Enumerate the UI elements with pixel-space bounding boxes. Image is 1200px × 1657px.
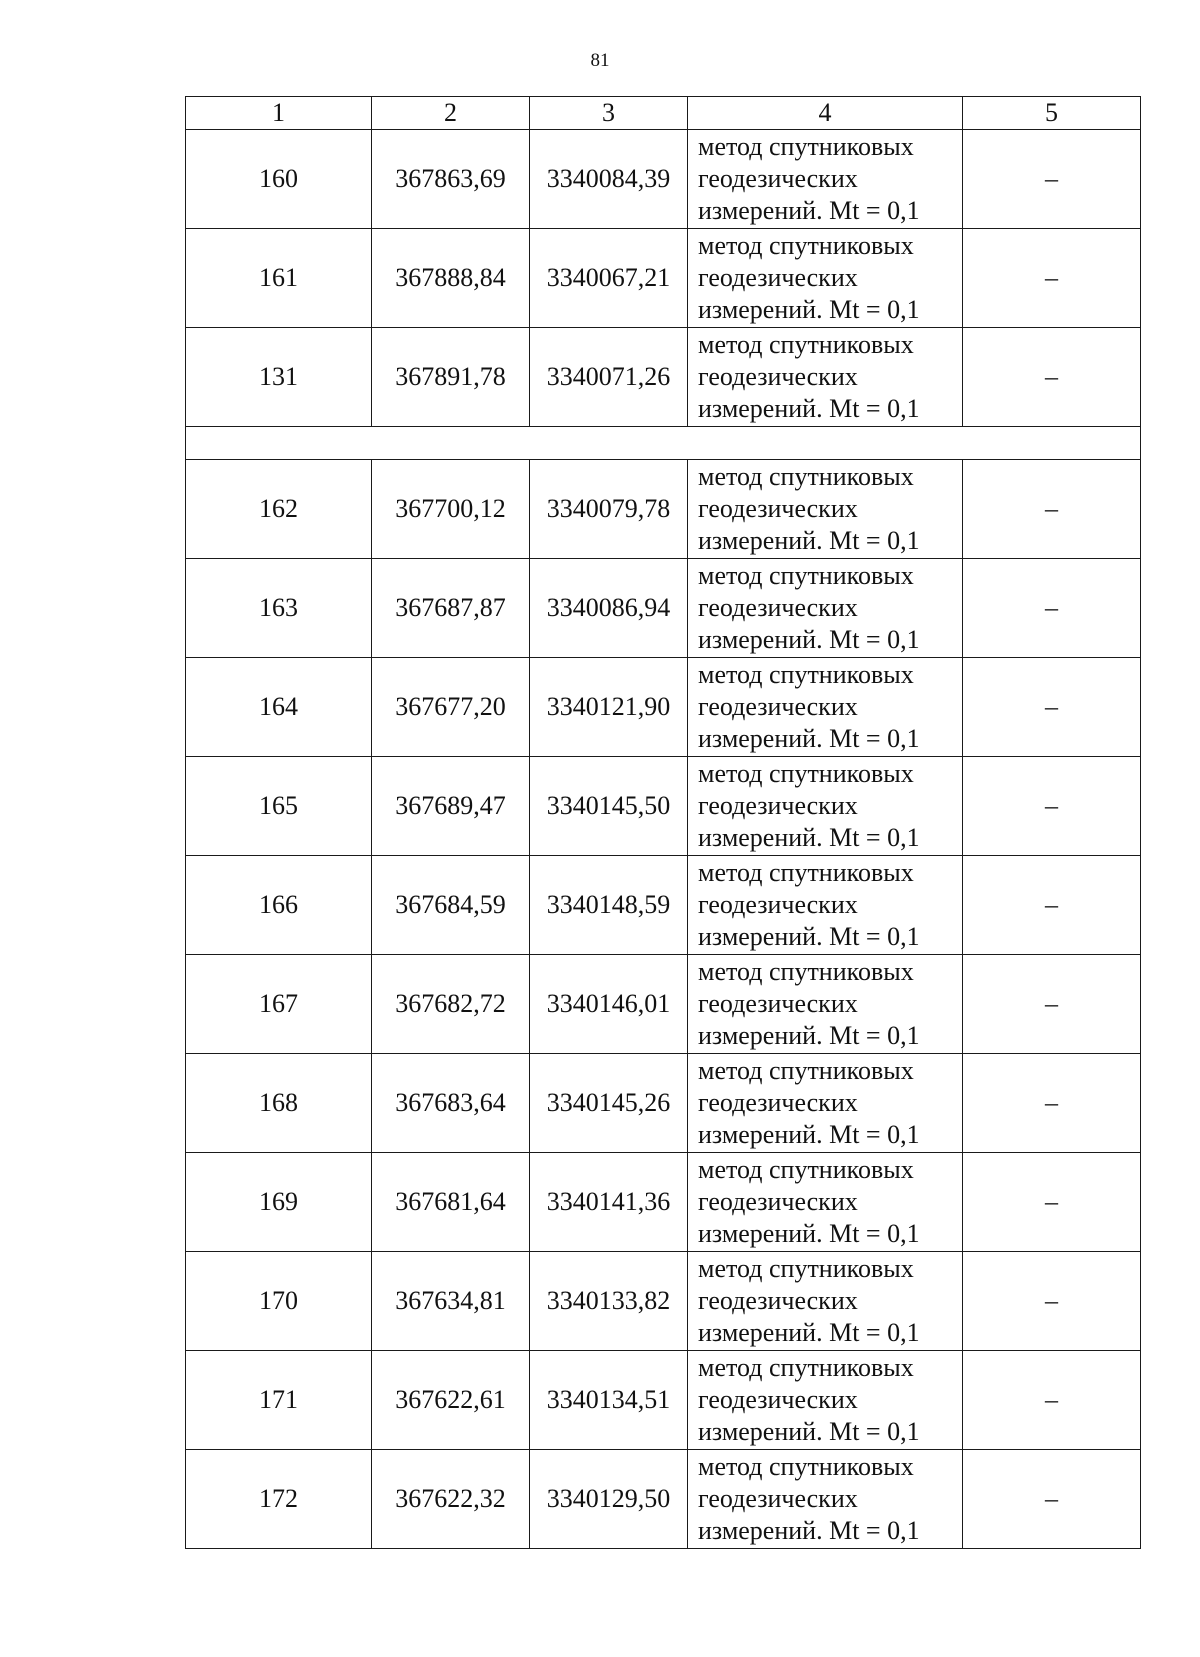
- column-header-2: 2: [372, 97, 530, 130]
- y-coordinate-cell: 3340145,26: [530, 1054, 688, 1153]
- method-text-line3: измерений. Mt = 0,1: [698, 295, 920, 324]
- method-text-line3: измерений. Mt = 0,1: [698, 625, 920, 654]
- note-cell: –: [963, 328, 1141, 427]
- method-text-line2: геодезических: [698, 791, 858, 820]
- group-separator-row: [186, 427, 1141, 460]
- note-cell: –: [963, 1450, 1141, 1549]
- note-cell: –: [963, 1054, 1141, 1153]
- method-text-line1: метод спутниковых: [698, 132, 914, 161]
- table-row: [186, 130, 1141, 229]
- point-number-cell: 167: [186, 955, 372, 1054]
- note-cell: –: [963, 955, 1141, 1054]
- table-row: [186, 658, 1141, 757]
- y-coordinate-cell: 3340145,50: [530, 757, 688, 856]
- note-cell: –: [963, 856, 1141, 955]
- table-row: [186, 955, 1141, 1054]
- y-coordinate-cell: 3340071,26: [530, 328, 688, 427]
- point-number-cell: 165: [186, 757, 372, 856]
- point-number-cell: 160: [186, 130, 372, 229]
- note-cell: –: [963, 559, 1141, 658]
- method-text-line2: геодезических: [698, 494, 858, 523]
- y-coordinate-cell: 3340133,82: [530, 1252, 688, 1351]
- x-coordinate-cell: 367622,32: [372, 1450, 530, 1549]
- method-text-line3: измерений. Mt = 0,1: [698, 196, 920, 225]
- method-cell: [688, 658, 963, 757]
- method-text-line2: геодезических: [698, 1088, 858, 1117]
- point-number-cell: 162: [186, 460, 372, 559]
- x-coordinate-cell: 367891,78: [372, 328, 530, 427]
- method-cell: [688, 130, 963, 229]
- point-number-cell: 168: [186, 1054, 372, 1153]
- y-coordinate-cell: 3340134,51: [530, 1351, 688, 1450]
- method-text-line2: геодезических: [698, 164, 858, 193]
- x-coordinate-cell: 367687,87: [372, 559, 530, 658]
- point-number-cell: 171: [186, 1351, 372, 1450]
- table-row: [186, 856, 1141, 955]
- method-text-line3: измерений. Mt = 0,1: [698, 1120, 920, 1149]
- x-coordinate-cell: 367689,47: [372, 757, 530, 856]
- method-text-line3: измерений. Mt = 0,1: [698, 1318, 920, 1347]
- method-cell: [688, 229, 963, 328]
- point-number-cell: 131: [186, 328, 372, 427]
- page-number: 81: [590, 50, 610, 71]
- note-cell: –: [963, 229, 1141, 328]
- method-text-line3: измерений. Mt = 0,1: [698, 1021, 920, 1050]
- method-text-line1: метод спутниковых: [698, 759, 914, 788]
- point-number-cell: 164: [186, 658, 372, 757]
- method-text-line1: метод спутниковых: [698, 561, 914, 590]
- method-cell: [688, 1450, 963, 1549]
- method-text-line2: геодезических: [698, 692, 858, 721]
- point-number-cell: 172: [186, 1450, 372, 1549]
- table-body: [186, 130, 1141, 1549]
- method-cell: [688, 1153, 963, 1252]
- x-coordinate-cell: 367700,12: [372, 460, 530, 559]
- method-text-line2: геодезических: [698, 593, 858, 622]
- method-cell: [688, 955, 963, 1054]
- y-coordinate-cell: 3340148,59: [530, 856, 688, 955]
- table-row: [186, 229, 1141, 328]
- table-row: [186, 1450, 1141, 1549]
- note-cell: –: [963, 1351, 1141, 1450]
- method-cell: [688, 1252, 963, 1351]
- table-row: [186, 1054, 1141, 1153]
- table-row: [186, 460, 1141, 559]
- method-text-line3: измерений. Mt = 0,1: [698, 922, 920, 951]
- point-number-cell: 169: [186, 1153, 372, 1252]
- note-cell: –: [963, 460, 1141, 559]
- table-row: [186, 757, 1141, 856]
- method-text-line1: метод спутниковых: [698, 1155, 914, 1184]
- method-text-line1: метод спутниковых: [698, 462, 914, 491]
- table-row: [186, 1351, 1141, 1450]
- method-text-line2: геодезических: [698, 1484, 858, 1513]
- y-coordinate-cell: 3340121,90: [530, 658, 688, 757]
- x-coordinate-cell: 367684,59: [372, 856, 530, 955]
- y-coordinate-cell: 3340086,94: [530, 559, 688, 658]
- y-coordinate-cell: 3340084,39: [530, 130, 688, 229]
- method-cell: [688, 460, 963, 559]
- method-cell: [688, 856, 963, 955]
- y-coordinate-cell: 3340146,01: [530, 955, 688, 1054]
- method-text-line1: метод спутниковых: [698, 1452, 914, 1481]
- x-coordinate-cell: 367863,69: [372, 130, 530, 229]
- note-cell: –: [963, 757, 1141, 856]
- method-cell: [688, 328, 963, 427]
- note-cell: –: [963, 658, 1141, 757]
- x-coordinate-cell: 367677,20: [372, 658, 530, 757]
- y-coordinate-cell: 3340067,21: [530, 229, 688, 328]
- method-text-line1: метод спутниковых: [698, 330, 914, 359]
- table-row: [186, 328, 1141, 427]
- method-text-line1: метод спутниковых: [698, 660, 914, 689]
- method-text-line1: метод спутниковых: [698, 231, 914, 260]
- note-cell: –: [963, 130, 1141, 229]
- method-cell: [688, 1054, 963, 1153]
- x-coordinate-cell: 367681,64: [372, 1153, 530, 1252]
- x-coordinate-cell: 367683,64: [372, 1054, 530, 1153]
- column-header-4: 4: [688, 97, 963, 130]
- method-text-line2: геодезических: [698, 1187, 858, 1216]
- y-coordinate-cell: 3340129,50: [530, 1450, 688, 1549]
- point-number-cell: 161: [186, 229, 372, 328]
- method-text-line3: измерений. Mt = 0,1: [698, 1417, 920, 1446]
- method-text-line1: метод спутниковых: [698, 1254, 914, 1283]
- y-coordinate-cell: 3340141,36: [530, 1153, 688, 1252]
- note-cell: –: [963, 1252, 1141, 1351]
- method-text-line2: геодезических: [698, 890, 858, 919]
- table-row: [186, 1153, 1141, 1252]
- x-coordinate-cell: 367622,61: [372, 1351, 530, 1450]
- x-coordinate-cell: 367634,81: [372, 1252, 530, 1351]
- method-text-line2: геодезических: [698, 1286, 858, 1315]
- method-text-line3: измерений. Mt = 0,1: [698, 823, 920, 852]
- column-header-5: 5: [963, 97, 1141, 130]
- y-coordinate-cell: 3340079,78: [530, 460, 688, 559]
- method-text-line2: геодезических: [698, 362, 858, 391]
- point-number-cell: 163: [186, 559, 372, 658]
- group-separator-cell: [186, 427, 1141, 460]
- method-text-line2: геодезических: [698, 1385, 858, 1414]
- method-text-line1: метод спутниковых: [698, 1353, 914, 1382]
- method-cell: [688, 757, 963, 856]
- method-text-line2: геодезических: [698, 263, 858, 292]
- point-number-cell: 170: [186, 1252, 372, 1351]
- method-text-line3: измерений. Mt = 0,1: [698, 1516, 920, 1545]
- note-cell: –: [963, 1153, 1141, 1252]
- x-coordinate-cell: 367682,72: [372, 955, 530, 1054]
- method-cell: [688, 1351, 963, 1450]
- table-header-row: [186, 97, 1141, 130]
- method-cell: [688, 559, 963, 658]
- method-text-line3: измерений. Mt = 0,1: [698, 394, 920, 423]
- x-coordinate-cell: 367888,84: [372, 229, 530, 328]
- column-header-1: 1: [186, 97, 372, 130]
- table-row: [186, 1252, 1141, 1351]
- method-text-line3: измерений. Mt = 0,1: [698, 724, 920, 753]
- point-number-cell: 166: [186, 856, 372, 955]
- method-text-line2: геодезических: [698, 989, 858, 1018]
- method-text-line3: измерений. Mt = 0,1: [698, 1219, 920, 1248]
- coordinates-table: [185, 96, 1141, 1549]
- method-text-line1: метод спутниковых: [698, 1056, 914, 1085]
- column-header-3: 3: [530, 97, 688, 130]
- method-text-line1: метод спутниковых: [698, 858, 914, 887]
- table-row: [186, 559, 1141, 658]
- method-text-line1: метод спутниковых: [698, 957, 914, 986]
- method-text-line3: измерений. Mt = 0,1: [698, 526, 920, 555]
